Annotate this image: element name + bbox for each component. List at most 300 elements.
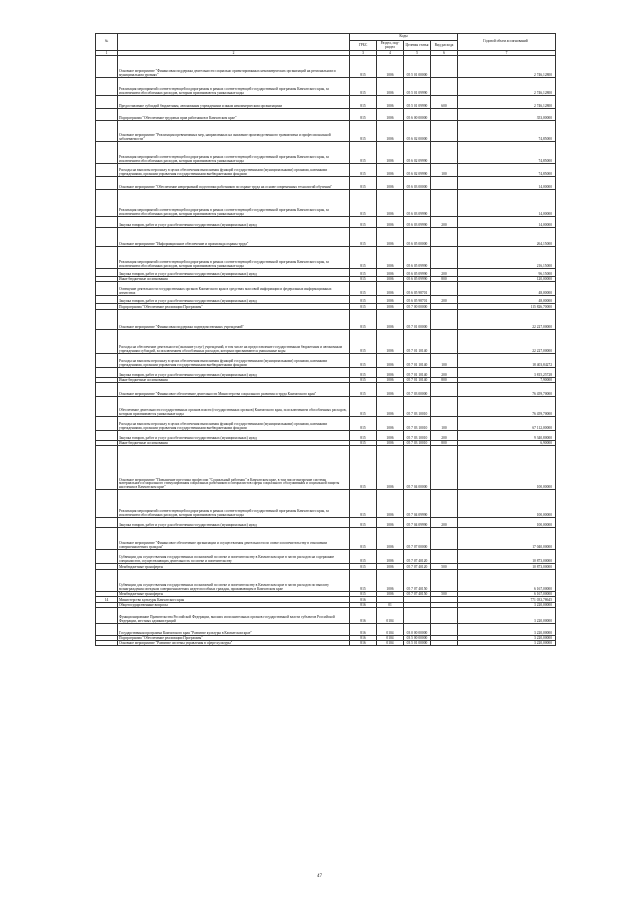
row-number <box>96 269 118 277</box>
row-name: Основное мероприятие "Обеспечение непрерывной подготовки работников по охране труда на основе современных технологий обучения" <box>118 177 350 190</box>
table-row <box>96 518 556 528</box>
row-number <box>96 570 118 592</box>
row-celevaya: 05 7 01 10140 <box>404 368 431 378</box>
header-volume: Годовой объем ассигнований <box>458 34 556 51</box>
row-number <box>96 228 118 247</box>
row-sum: 74,85000 <box>458 121 556 142</box>
row-grbs: 815 <box>350 310 377 330</box>
row-razdel: 0104 <box>377 624 404 636</box>
row-razdel: 0104 <box>377 636 404 641</box>
row-name: Реализация мероприятий соответствующей подпрограммы в рамках соответствующей государственной программы Камчатского края, за исключением обособленных расходов, которым присваиваются уникальные коды <box>118 490 350 518</box>
row-number <box>96 190 118 217</box>
row-vid: 800 <box>431 277 458 282</box>
row-number <box>96 142 118 164</box>
table-row <box>96 247 556 269</box>
row-name: Государственная программа Камчатского края "Развитие культуры в Камчатском крае" <box>118 624 350 636</box>
row-razdel: 1006 <box>377 310 404 330</box>
row-celevaya <box>404 608 431 624</box>
row-razdel: 1006 <box>377 441 404 446</box>
table-row <box>96 282 556 296</box>
row-razdel: 1006 <box>377 217 404 228</box>
row-number <box>96 518 118 528</box>
row-name: Основное мероприятие "Информационное обеспечение и пропаганда охраны труда" <box>118 228 350 247</box>
row-razdel: 1006 <box>377 247 404 269</box>
row-name: Основное мероприятие "Финансовое обеспечение деятельности Министерства социального развития и труда Камчатского края" <box>118 383 350 397</box>
row-vid: 500 <box>431 564 458 570</box>
row-sum: 6 167,00000 <box>458 570 556 592</box>
row-number <box>96 296 118 304</box>
table-row <box>96 570 556 592</box>
row-razdel: 1006 <box>377 177 404 190</box>
row-sum: 96,15000 <box>458 269 556 277</box>
row-razdel: 1006 <box>377 304 404 310</box>
row-sum: 48,00000 <box>458 296 556 304</box>
row-vid <box>431 550 458 564</box>
row-name: Общегосударственные вопросы <box>118 603 350 608</box>
row-celevaya: 05 7 01 00000 <box>404 310 431 330</box>
row-celevaya: 03 5 01 00000 <box>404 641 431 646</box>
row-vid: 800 <box>431 378 458 383</box>
row-sum: 216,15000 <box>458 247 556 269</box>
row-name: Расходы на выплаты персоналу в целях обеспечения выполнения функций государственными (муниципальными) органами, казенными учреждениями, органами управления государственными внебюджетными фондами <box>118 354 350 368</box>
row-grbs: 815 <box>350 330 377 354</box>
row-number <box>96 330 118 354</box>
row-razdel: 1006 <box>377 78 404 96</box>
row-number <box>96 78 118 96</box>
row-sum: 3 220,00000 <box>458 624 556 636</box>
row-grbs: 815 <box>350 441 377 446</box>
row-celevaya: 05 7 04 09990 <box>404 490 431 518</box>
table-row <box>96 177 556 190</box>
row-name: Расходы на обеспечение деятельности (оказание услуг) учреждений, в том числе на предоставление государственным бюджетным и автономным учреждениям субсидий, за исключением обособленных расходов, которым присваиваются уникальные коды <box>118 330 350 354</box>
colnum-6: 6 <box>431 51 458 56</box>
row-vid <box>431 624 458 636</box>
row-razdel: 1006 <box>377 368 404 378</box>
row-number <box>96 282 118 296</box>
row-grbs: 815 <box>350 96 377 109</box>
table-row <box>96 446 556 490</box>
row-razdel: 1006 <box>377 564 404 570</box>
row-name: Расходы на выплаты персоналу в целях обеспечения выполнения функций государственными (муниципальными) органами, казенными учреждениями, органами управления государственными внебюджетными фондами <box>118 417 350 431</box>
row-celevaya: 05 5 01 09990 <box>404 96 431 109</box>
row-sum: 14,00000 <box>458 177 556 190</box>
row-grbs: 815 <box>350 78 377 96</box>
row-sum: 74,85000 <box>458 164 556 177</box>
row-sum: 3 220,00000 <box>458 603 556 608</box>
row-grbs: 816 <box>350 636 377 641</box>
row-number <box>96 431 118 441</box>
row-name: Обеспечение деятельности государственных органов власти (государственных органов) Камчатского края, за исключением обособленных расходов, которым присваиваются уникальные коды <box>118 397 350 417</box>
row-number <box>96 247 118 269</box>
row-name: Министерство культуры Камчатского края <box>118 597 350 603</box>
row-grbs: 815 <box>350 564 377 570</box>
row-sum: 100,00000 <box>458 518 556 528</box>
table-row <box>96 490 556 518</box>
row-celevaya: 05 6 00 00000 <box>404 109 431 121</box>
table-row <box>96 269 556 277</box>
row-vid <box>431 310 458 330</box>
row-sum: 22 227,00000 <box>458 310 556 330</box>
row-grbs: 815 <box>350 277 377 282</box>
row-celevaya: 05 6 03 00000 <box>404 177 431 190</box>
table-row <box>96 624 556 636</box>
row-sum: 115 826,70000 <box>458 304 556 310</box>
row-celevaya: 05 7 04 09990 <box>404 518 431 528</box>
row-grbs: 815 <box>350 431 377 441</box>
row-name: Закупка товаров, работ и услуг для обеспечения государственных (муниципальных) нужд <box>118 431 350 441</box>
row-razdel: 1006 <box>377 96 404 109</box>
row-number <box>96 446 118 490</box>
table-row <box>96 417 556 431</box>
row-vid: 200 <box>431 217 458 228</box>
row-name: Иные бюджетные ассигнования <box>118 441 350 446</box>
row-number <box>96 383 118 397</box>
row-sum: 17 040,00000 <box>458 528 556 550</box>
row-celevaya: 05 7 01 10140 <box>404 378 431 383</box>
row-number <box>96 641 118 646</box>
row-number <box>96 368 118 378</box>
row-grbs: 815 <box>350 56 377 78</box>
row-razdel: 0104 <box>377 641 404 646</box>
row-sum: 18 403,84272 <box>458 354 556 368</box>
row-sum: 3 220,00000 <box>458 636 556 641</box>
row-grbs: 815 <box>350 304 377 310</box>
row-grbs: 815 <box>350 570 377 592</box>
row-celevaya: 05 6 05 09990 <box>404 247 431 269</box>
row-razdel: 1006 <box>377 121 404 142</box>
table-row <box>96 78 556 96</box>
row-sum: 771 033,78645 <box>458 597 556 603</box>
row-vid: 600 <box>431 96 458 109</box>
row-grbs: 815 <box>350 177 377 190</box>
row-name: Реализация мероприятий соответствующей подпрограммы в рамках соответствующей государственной программы Камчатского края, за исключением обособленных расходов, которым присваиваются уникальные коды <box>118 190 350 217</box>
colnum-5: 5 <box>404 51 431 56</box>
row-name: Подпрограмма "Обеспечение трудовых прав работников в Камчатском крае" <box>118 109 350 121</box>
row-sum: 22 227,00000 <box>458 330 556 354</box>
row-name: Закупка товаров, работ и услуг для обеспечения государственных (муниципальных) нужд <box>118 296 350 304</box>
row-razdel: 1006 <box>377 592 404 597</box>
row-name: Закупка товаров, работ и услуг для обеспечения государственных (муниципальных) нужд <box>118 217 350 228</box>
table-row <box>96 354 556 368</box>
row-razdel: 1006 <box>377 446 404 490</box>
row-vid <box>431 570 458 592</box>
row-grbs: 815 <box>350 592 377 597</box>
row-razdel: 1006 <box>377 528 404 550</box>
row-celevaya: 03 0 00 00000 <box>404 624 431 636</box>
row-vid <box>431 56 458 78</box>
row-razdel: 1006 <box>377 56 404 78</box>
row-grbs: 815 <box>350 121 377 142</box>
header-razdel: Раздел, под-раздел <box>377 41 404 51</box>
header-vid: Вид расхода <box>431 41 458 51</box>
row-sum: 48,00000 <box>458 282 556 296</box>
row-number <box>96 56 118 78</box>
row-name: Освещение деятельности государственных органов Камчатского края в средствах массовой информации и федеральных информационных агентствах <box>118 282 350 296</box>
row-sum: 7,90000 <box>458 378 556 383</box>
table-row <box>96 121 556 142</box>
table-row <box>96 142 556 164</box>
row-celevaya: 05 7 03 10010 <box>404 417 431 431</box>
colnum-4: 4 <box>377 51 404 56</box>
row-number <box>96 177 118 190</box>
row-razdel: 1006 <box>377 164 404 177</box>
row-grbs: 815 <box>350 446 377 490</box>
table-row <box>96 608 556 624</box>
row-celevaya: 05 6 05 09990 <box>404 269 431 277</box>
row-razdel: 1006 <box>377 282 404 296</box>
row-grbs: 815 <box>350 528 377 550</box>
colnum-3: 3 <box>350 51 377 56</box>
row-number <box>96 550 118 564</box>
table-row <box>96 397 556 417</box>
row-name: Подпрограмма "Обеспечение реализации Программы" <box>118 636 350 641</box>
row-vid <box>431 330 458 354</box>
row-sum: 120,00000 <box>458 277 556 282</box>
row-celevaya: 05 6 02 09990 <box>404 142 431 164</box>
row-razdel: 1006 <box>377 570 404 592</box>
row-razdel: 1006 <box>377 269 404 277</box>
row-sum: 10 873,00000 <box>458 550 556 564</box>
row-name: Закупка товаров, работ и услуг для обеспечения государственных (муниципальных) нужд <box>118 518 350 528</box>
row-grbs: 815 <box>350 354 377 368</box>
row-name: Иные бюджетные ассигнования <box>118 277 350 282</box>
row-grbs: 815 <box>350 397 377 417</box>
row-razdel: 1006 <box>377 383 404 397</box>
row-razdel: 1006 <box>377 397 404 417</box>
row-number <box>96 608 118 624</box>
row-name: Основное мероприятие "Реализация превентивных мер, направленных на снижение производственного травматизма и профессиональной заболеваемости" <box>118 121 350 142</box>
row-celevaya: 05 7 07 40150 <box>404 570 431 592</box>
row-sum: 3 220,00000 <box>458 608 556 624</box>
page-number: 47 <box>317 874 322 879</box>
row-grbs: 816 <box>350 603 377 608</box>
row-sum: 76 459,70000 <box>458 397 556 417</box>
row-number <box>96 121 118 142</box>
row-grbs: 815 <box>350 109 377 121</box>
row-vid <box>431 109 458 121</box>
row-vid: 100 <box>431 354 458 368</box>
row-grbs: 816 <box>350 597 377 603</box>
table-row <box>96 431 556 441</box>
table-row <box>96 330 556 354</box>
row-name: Иные бюджетные ассигнования <box>118 378 350 383</box>
row-grbs: 815 <box>350 296 377 304</box>
row-celevaya: 05 7 03 10010 <box>404 431 431 441</box>
row-grbs: 815 <box>350 190 377 217</box>
row-celevaya: 05 7 03 10010 <box>404 397 431 417</box>
row-sum: 14,00000 <box>458 190 556 217</box>
row-razdel: 01 <box>377 603 404 608</box>
row-celevaya: 05 6 05 98701 <box>404 282 431 296</box>
row-razdel: 1006 <box>377 296 404 304</box>
row-sum: 14,00000 <box>458 217 556 228</box>
row-grbs: 815 <box>350 368 377 378</box>
row-vid <box>431 282 458 296</box>
row-grbs: 816 <box>350 641 377 646</box>
row-sum: 353,00000 <box>458 109 556 121</box>
row-razdel: 1006 <box>377 550 404 564</box>
row-grbs: 815 <box>350 378 377 383</box>
row-vid: 100 <box>431 417 458 431</box>
row-vid <box>431 121 458 142</box>
row-vid <box>431 641 458 646</box>
row-vid: 200 <box>431 269 458 277</box>
row-name: Субвенции для осуществления государственных полномочий по опеке и попечительству в Камчатском крае в части расходов на содержание специалистов, осуществляющих деятельность по опеке и попечительству <box>118 550 350 564</box>
row-sum: 3 220,00000 <box>458 641 556 646</box>
row-vid: 500 <box>431 592 458 597</box>
row-sum: 6 167,00000 <box>458 592 556 597</box>
row-vid <box>431 383 458 397</box>
row-celevaya: 05 6 02 09990 <box>404 164 431 177</box>
row-vid: 200 <box>431 368 458 378</box>
table-row <box>96 109 556 121</box>
row-sum: 264,15000 <box>458 228 556 247</box>
row-razdel: 1006 <box>377 417 404 431</box>
row-celevaya: 05 7 07 40120 <box>404 550 431 564</box>
row-number <box>96 96 118 109</box>
row-vid: 200 <box>431 296 458 304</box>
row-name: Подпрограмма "Обеспечение реализации Программы" <box>118 304 350 310</box>
table-row <box>96 368 556 378</box>
row-celevaya: 05 5 01 09990 <box>404 78 431 96</box>
row-name: Межбюджетные трансферты <box>118 564 350 570</box>
row-vid: 200 <box>431 431 458 441</box>
row-grbs: 816 <box>350 608 377 624</box>
budget-table <box>95 33 556 646</box>
row-grbs: 815 <box>350 490 377 518</box>
row-name: Функционирование Правительства Российской Федерации, высших исполнительных органов государственной власти субъектов Российской Федерации, местных администраций <box>118 608 350 624</box>
row-sum: 2 746,12800 <box>458 96 556 109</box>
row-number: 14 <box>96 597 118 603</box>
colnum-1: 1 <box>96 51 118 56</box>
row-sum: 100,00000 <box>458 446 556 490</box>
row-vid <box>431 78 458 96</box>
row-sum: 2 746,12800 <box>458 78 556 96</box>
row-name: Основное мероприятие "Повышение престижа профессии "Социальный работник" в Камчатском крае, в том числе внедрение системы материального и морального стимулирования социальных работников и специалистов сферы социального обслуживания и социальной защиты населения в Камчатском крае" <box>118 446 350 490</box>
row-razdel: 1006 <box>377 228 404 247</box>
row-grbs: 815 <box>350 228 377 247</box>
row-sum: 9 340,80000 <box>458 431 556 441</box>
row-name: Основное мероприятие "Развитие системы управления в сфере культуры" <box>118 641 350 646</box>
row-grbs: 815 <box>350 417 377 431</box>
row-name: Основное мероприятие "Финансовая поддержка подведомственных учреждений" <box>118 310 350 330</box>
header-codes: Коды <box>350 34 458 41</box>
table-row <box>96 217 556 228</box>
row-vid <box>431 397 458 417</box>
row-number <box>96 397 118 417</box>
row-name: Реализация мероприятий соответствующей подпрограммы в рамках соответствующей государственной программы Камчатского края, за исключением обособленных расходов, которым присваиваются уникальные коды <box>118 247 350 269</box>
row-sum: 2 746,12800 <box>458 56 556 78</box>
row-celevaya: 05 7 03 10010 <box>404 441 431 446</box>
row-name: Субвенции для осуществления государственных полномочий по опеке и попечительству в Камчатском крае в части расходов по выплату вознаграждения опекунам совершеннолетних недееспособных граждан, проживающим в Камчатском крае <box>118 570 350 592</box>
row-number <box>96 217 118 228</box>
colnum-7: 7 <box>458 51 556 56</box>
row-celevaya: 05 6 05 98701 <box>404 296 431 304</box>
table-body <box>96 56 556 646</box>
table-row <box>96 296 556 304</box>
row-grbs: 815 <box>350 269 377 277</box>
row-celevaya: 05 7 07 40150 <box>404 592 431 597</box>
table-row <box>96 228 556 247</box>
row-sum: 74,85000 <box>458 142 556 164</box>
row-vid <box>431 247 458 269</box>
row-grbs: 815 <box>350 217 377 228</box>
row-razdel: 1006 <box>377 142 404 164</box>
row-celevaya: 05 6 03 09990 <box>404 217 431 228</box>
row-name: Основное мероприятие "Финансовая поддержка деятельности социально ориентированных некоммерческих организаций на региональном и муниципальном уровнях" <box>118 56 350 78</box>
row-number <box>96 417 118 431</box>
row-name: Межбюджетные трансферты <box>118 592 350 597</box>
colnum-2: 2 <box>118 51 350 56</box>
row-vid <box>431 228 458 247</box>
row-grbs: 816 <box>350 624 377 636</box>
row-sum: 10 873,00000 <box>458 564 556 570</box>
row-vid <box>431 177 458 190</box>
row-grbs: 815 <box>350 518 377 528</box>
row-sum: 76 459,70000 <box>458 383 556 397</box>
row-vid: 800 <box>431 441 458 446</box>
header-grbs: ГРБС <box>350 41 377 51</box>
row-razdel: 1006 <box>377 109 404 121</box>
row-number <box>96 164 118 177</box>
header-num: № <box>96 34 118 51</box>
row-name: Закупка товаров, работ и услуг для обеспечения государственных (муниципальных) нужд <box>118 269 350 277</box>
row-sum: 6,90000 <box>458 441 556 446</box>
row-grbs: 815 <box>350 550 377 564</box>
row-celevaya: 05 6 05 09990 <box>404 277 431 282</box>
row-grbs: 815 <box>350 142 377 164</box>
row-vid <box>431 490 458 518</box>
row-vid <box>431 142 458 164</box>
table-header <box>96 34 556 56</box>
table-row <box>96 641 556 646</box>
row-vid <box>431 446 458 490</box>
row-name: Закупка товаров, работ и услуг для обеспечения государственных (муниципальных) нужд <box>118 368 350 378</box>
row-razdel: 1006 <box>377 378 404 383</box>
row-name: Основное мероприятие "Финансовое обеспечение организации и осуществления деятельности по опеке и попечительству в отношении совершеннолетних граждан" <box>118 528 350 550</box>
row-sum: 67 112,00000 <box>458 417 556 431</box>
row-razdel: 0104 <box>377 608 404 624</box>
row-vid <box>431 608 458 624</box>
row-razdel: 1006 <box>377 490 404 518</box>
row-name: Расходы на выплаты персоналу в целях обеспечения выполнения функций государственными (муниципальными) органами, казенными учреждениями, органами управления государственными внебюджетными фондами <box>118 164 350 177</box>
row-number <box>96 624 118 636</box>
row-vid <box>431 528 458 550</box>
row-vid: 200 <box>431 518 458 528</box>
row-number <box>96 109 118 121</box>
row-razdel: 1006 <box>377 330 404 354</box>
row-razdel: 1006 <box>377 518 404 528</box>
table-row <box>96 190 556 217</box>
row-name: Предоставление субсидий бюджетным, автономным учреждениям и иным некоммерческим организациям <box>118 96 350 109</box>
row-razdel: 1006 <box>377 277 404 282</box>
row-celevaya: 05 5 01 00000 <box>404 56 431 78</box>
row-celevaya: 05 7 00 00000 <box>404 304 431 310</box>
row-name: Реализация мероприятий соответствующей подпрограммы в рамках соответствующей государственной программы Камчатского края, за исключением обособленных расходов, которым присваиваются уникальные коды <box>118 78 350 96</box>
table-row <box>96 528 556 550</box>
table-row <box>96 550 556 564</box>
table-row <box>96 56 556 78</box>
row-celevaya: 05 7 01 10140 <box>404 354 431 368</box>
row-celevaya: 05 7 07 00000 <box>404 528 431 550</box>
row-number <box>96 528 118 550</box>
row-sum: 100,00000 <box>458 490 556 518</box>
row-grbs: 815 <box>350 383 377 397</box>
row-celevaya: 03 5 00 00000 <box>404 636 431 641</box>
row-razdel: 1006 <box>377 190 404 217</box>
table-row <box>96 96 556 109</box>
table-row <box>96 383 556 397</box>
